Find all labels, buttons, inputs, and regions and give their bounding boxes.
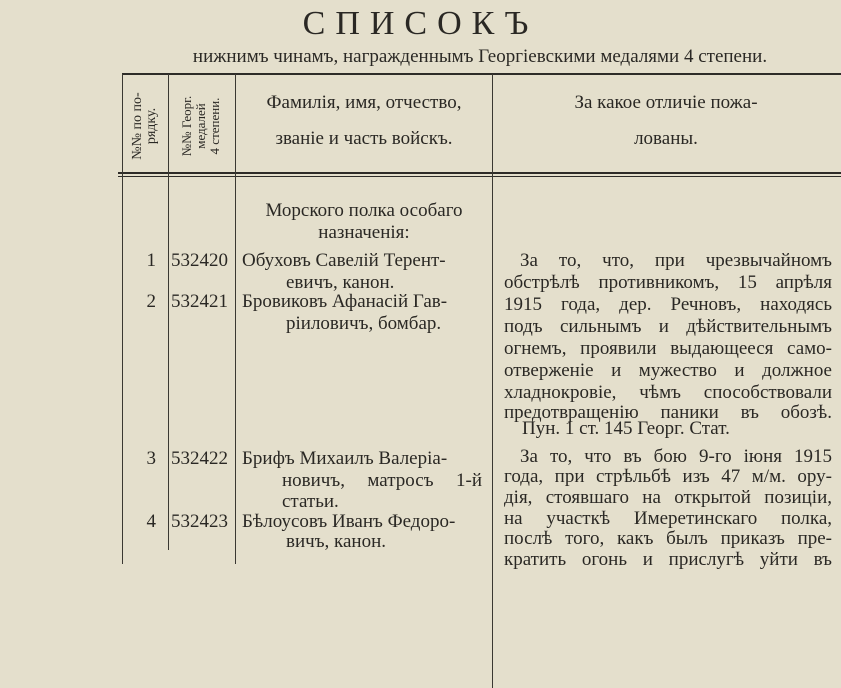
column-divider-1 xyxy=(122,74,123,564)
medal-number: 532422 xyxy=(171,448,228,469)
statute-reference: Пун. 1 ст. 145 Георг. Стат. xyxy=(522,418,730,439)
page-subtitle: нижнимъ чинамъ, награжденнымъ Георгіевскими медалями 4 степени. xyxy=(192,46,768,67)
name-line: евичъ, канон. xyxy=(286,272,395,293)
reason-line: хладнокровіе, чѣмъ способствовали xyxy=(504,382,832,403)
header-col-name: Фамилія, имя, отчество, званіе и часть войскъ. xyxy=(266,92,462,149)
header-col-number: №№ по по- рядку. xyxy=(130,92,159,160)
reason-line: кратить огонь и прислугѣ уйти въ xyxy=(504,549,832,570)
reason-line: За то, что, при чрезвычайномъ xyxy=(520,250,832,271)
unit-heading-line: назначенія: xyxy=(318,222,410,243)
name-line: новичъ, матросъ 1-й xyxy=(282,470,482,491)
reason-line: отверженіе и мужество и должное xyxy=(504,360,832,381)
reason-line: огнемъ, проявили выдающееся само- xyxy=(504,338,832,359)
medal-number: 532421 xyxy=(171,291,228,312)
header-bottom-rule xyxy=(118,172,841,174)
name-line: Бровиковъ Афанасій Гав- xyxy=(242,291,448,312)
column-divider-3 xyxy=(235,74,236,564)
column-divider-2 xyxy=(168,74,169,550)
name-line: Брифъ Михаилъ Валеріа- xyxy=(242,448,448,469)
reason-line: дія, стоявшаго на открытой позиціи, xyxy=(504,487,832,508)
medal-number: 532423 xyxy=(171,511,228,532)
name-line: вичъ, канон. xyxy=(286,531,386,552)
row-number: 2 xyxy=(146,291,156,312)
name-line: Бѣлоусовъ Иванъ Федоро- xyxy=(242,511,456,532)
page-title: СПИСОКЪ xyxy=(302,5,539,42)
row-number: 1 xyxy=(146,250,156,271)
row-number: 4 xyxy=(146,511,156,532)
medal-number: 532420 xyxy=(171,250,228,271)
header-col-medal: №№ Георг. медалей 4 степени. xyxy=(179,95,222,157)
header-col-reason: За какое отличіе пожа- лованы. xyxy=(574,92,758,149)
name-line: Обуховъ Савелій Терент- xyxy=(242,250,446,271)
reason-line: За то, что въ бою 9-го іюня 1915 xyxy=(520,446,832,467)
reason-line: предотвращенію паники въ обозѣ. xyxy=(504,402,832,423)
reason-line: года, при стрѣльбѣ изъ 47 м/м. ору- xyxy=(504,466,832,487)
header-bottom-rule-2 xyxy=(118,176,841,177)
reason-line: обстрѣлѣ противникомъ, 15 апрѣля xyxy=(504,272,832,293)
column-divider-4 xyxy=(492,74,493,688)
name-line: ріиловичъ, бомбар. xyxy=(286,313,442,334)
reason-line: на участкѣ Имеретинскаго полка, xyxy=(504,508,832,529)
name-line: статьи. xyxy=(282,491,339,512)
reason-line: подъ сильнымъ и дѣйствительнымъ xyxy=(504,316,832,337)
reason-line: послѣ того, какъ былъ приказъ пре- xyxy=(504,528,832,549)
table-top-rule xyxy=(122,73,841,75)
unit-heading-line: Морского полка особаго xyxy=(265,200,463,221)
reason-line: 1915 года, дер. Речновъ, находясь xyxy=(504,294,832,315)
row-number: 3 xyxy=(146,448,156,469)
